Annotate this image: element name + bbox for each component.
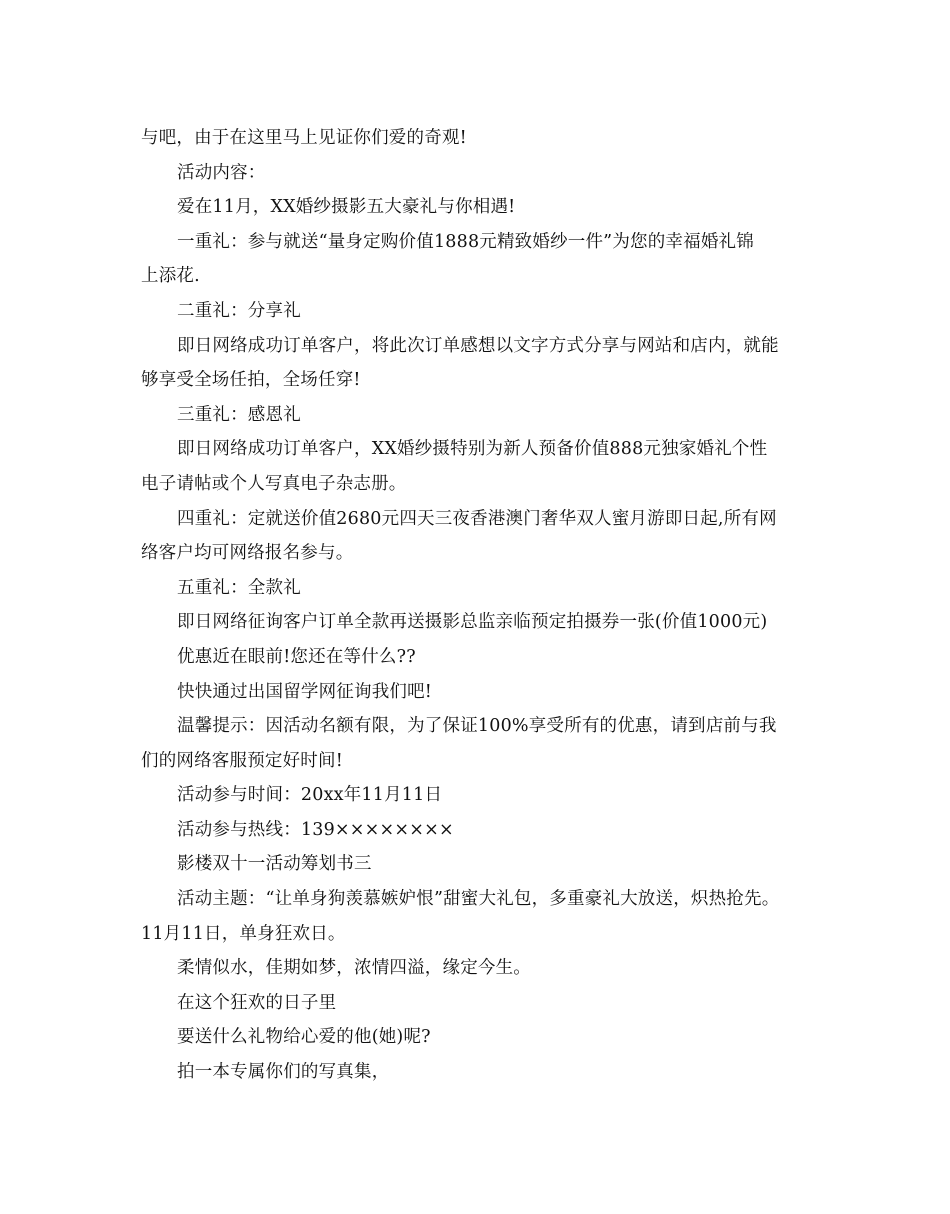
text-line: 即日网络征询客户订单全款再送摄影总监亲临预定拍摄券一张(价值1000元)	[177, 612, 768, 633]
text-line: 即日网络成功订单客户，XX婚纱摄特别为新人预备价值888元独家婚礼个性	[177, 439, 768, 460]
text-line: 柔情似水，佳期如梦，浓情四溢，缘定今生。	[177, 958, 531, 979]
text-line: 温馨提示：因活动名额有限，为了保证100%享受所有的优惠，请到店前与我	[177, 716, 777, 737]
text-line: 们的网络客服预定好时间!	[141, 750, 343, 771]
text-line: 在这个狂欢的日子里	[177, 992, 337, 1013]
text-line: 拍一本专属你们的写真集，	[177, 1062, 390, 1083]
text-line: 够享受全场任拍，全场任穿!	[141, 370, 361, 391]
text-line: 三重礼：感恩礼	[177, 404, 301, 425]
text-line: 上添花.	[141, 266, 200, 287]
text-line: 五重礼：全款礼	[177, 577, 301, 598]
text-line: 电子请帖或个人写真电子杂志册。	[141, 473, 407, 494]
text-line: 即日网络成功订单客户，将此次订单感想以文字方式分享与网站和店内，就能	[177, 335, 779, 356]
text-line: 快快通过出国留学网征询我们吧!	[177, 681, 433, 702]
text-line: 与吧，由于在这里马上见证你们爱的奇观!	[141, 128, 467, 148]
text-line: 活动参与热线：139××××××××	[177, 819, 454, 840]
text-line: 活动主题：“让单身狗羡慕嫉妒恨”甜蜜大礼包，多重豪礼大放送，炽热抢先。	[177, 889, 780, 910]
text-line: 一重礼：参与就送“量身定购价值1888元精致婚纱一件”为您的幸福婚礼锦	[177, 231, 754, 252]
text-line: 活动内容：	[177, 162, 266, 183]
text-line: 优惠近在眼前!您还在等什么??	[177, 646, 416, 667]
text-line: 四重礼：定就送价值2680元四天三夜香港澳门奢华双人蜜月游即日起,所有网	[177, 508, 777, 529]
text-line: 二重礼：分享礼	[177, 300, 301, 321]
text-line: 活动参与时间：20xx年11月11日	[177, 785, 443, 806]
text-line: 络客户均可网络报名参与。	[141, 543, 354, 564]
section-heading: 影楼双十一活动筹划书三	[177, 854, 372, 875]
text-line: 要送什么礼物给心爱的他(她)呢?	[177, 1027, 431, 1048]
text-line: 爱在11月，XX婚纱摄影五大豪礼与你相遇!	[177, 197, 516, 218]
text-line: 11月11日，单身狂欢日。	[141, 923, 346, 944]
document-body	[141, 121, 815, 1090]
